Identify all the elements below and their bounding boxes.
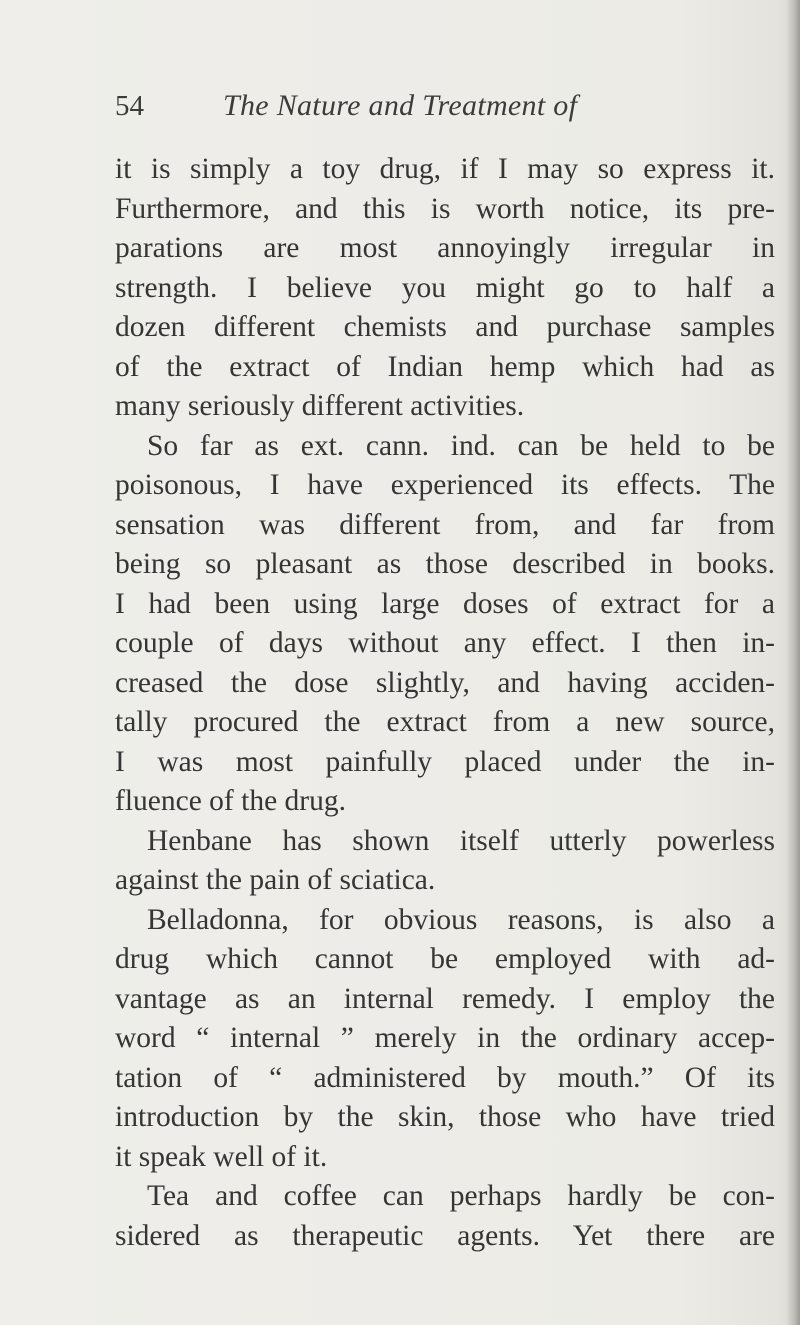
text-line: fluence of the drug. — [115, 785, 346, 817]
text-line: Belladonna, for obvious reasons, is also a — [147, 903, 775, 936]
text-line: Henbane has shown itself utterly powerless — [147, 824, 775, 857]
text-line: it speak well of it. — [115, 1140, 328, 1173]
text-line: So far as ext. cann. ind. can be held to be — [147, 429, 775, 462]
text-line: of the extract of Indian hemp which had as — [115, 350, 775, 383]
body-text — [115, 150, 775, 1256]
text-line: Furthermore, and this is worth notice, its pre- — [115, 192, 775, 225]
text-line: dozen different chemists and purchase samples — [115, 311, 775, 343]
text-line: introduction by the skin, those who have tried — [115, 1101, 775, 1133]
text-line: many seriously different activities. — [115, 390, 525, 422]
text-line: against the pain of sciatica. — [115, 864, 436, 896]
text-line: sensation was different from, and far from — [115, 508, 775, 541]
text-line: creased the dose slightly, and having acciden- — [115, 666, 775, 699]
text-line: poisonous, I have experienced its effects. The — [115, 469, 775, 501]
text-line: I was most painfully placed under the in- — [115, 745, 775, 778]
page-number: 54 — [115, 90, 144, 122]
text-line: couple of days without any effect. I then in- — [115, 627, 775, 659]
text-line: being so pleasant as those described in books. — [115, 548, 775, 580]
text-line: tally procured the extract from a new source, — [115, 706, 775, 738]
text-line: Tea and coffee can perhaps hardly be con- — [147, 1180, 775, 1212]
text-line: vantage as an internal remedy. I employ the — [115, 982, 775, 1015]
text-line: drug which cannot be employed with ad- — [115, 943, 775, 975]
text-line: word “ internal ” merely in the ordinary accep- — [115, 1022, 775, 1054]
text-line: I had been using large doses of extract for a — [115, 587, 775, 620]
text-line: strength. I believe you might go to half a — [115, 271, 775, 304]
text-line: it is simply a toy drug, if I may so express it. — [115, 153, 775, 185]
page-edge-shadow — [786, 0, 800, 1325]
text-line: sidered as therapeutic agents. Yet there are — [115, 1219, 775, 1252]
text-line: tation of “ administered by mouth.” Of its — [115, 1061, 775, 1094]
running-title: The Nature and Treatment of — [223, 89, 578, 122]
text-line: parations are most annoyingly irregular in — [115, 232, 775, 264]
